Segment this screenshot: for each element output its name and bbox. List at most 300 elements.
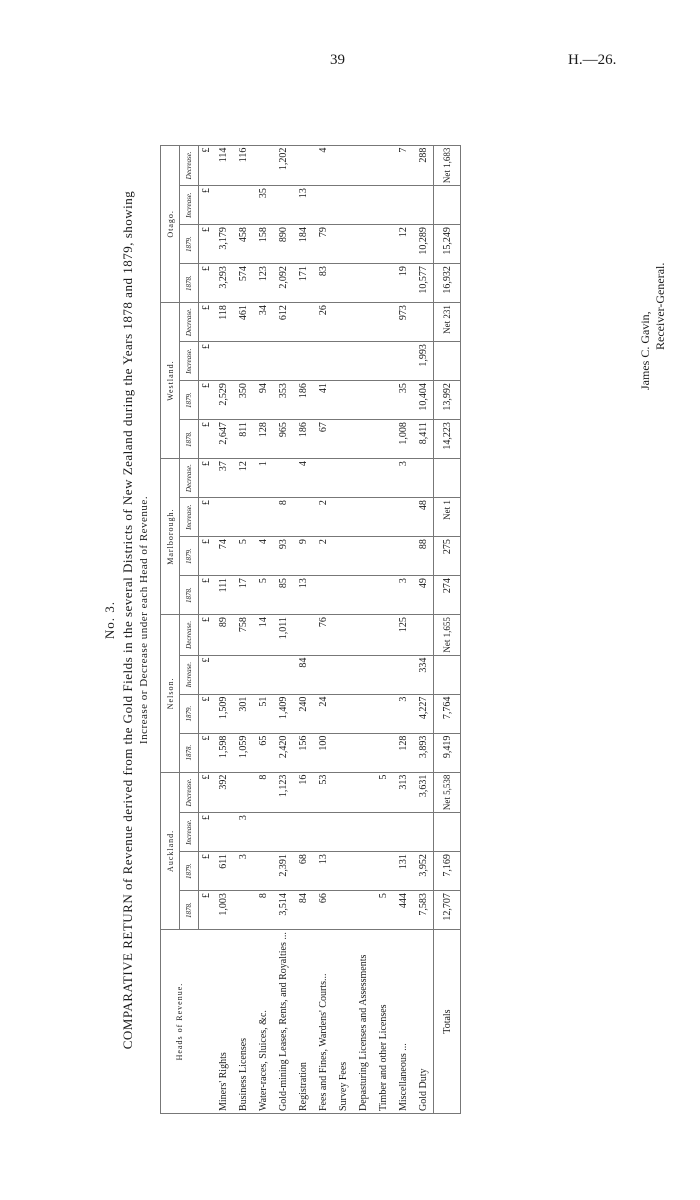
table-cell: 79 [313, 225, 333, 264]
column-header: Decrease. [180, 615, 199, 656]
table-cell: 116 [233, 145, 253, 186]
table-cell: 84 [293, 655, 313, 694]
table-cell [393, 655, 413, 694]
unit-cell: £ [199, 537, 214, 576]
rotated-content [90, 90, 690, 1150]
table-row [253, 145, 273, 1113]
table-cell: 612 [273, 303, 293, 342]
table-cell [333, 694, 353, 733]
table-cell: 186 [293, 381, 313, 420]
table-cell [393, 498, 413, 537]
table-cell: 17 [233, 576, 253, 615]
unit-cell: £ [199, 342, 214, 381]
table-cell: 2,647 [213, 420, 233, 459]
table-cell [313, 576, 333, 615]
table-cell: 2 [313, 498, 333, 537]
row-label: Business Licenses [237, 1037, 249, 1111]
table-cell: 10,577 [413, 264, 434, 303]
unit-cell: £ [199, 225, 214, 264]
table-cell [313, 813, 333, 852]
unit-cell: £ [199, 498, 214, 537]
table-cell [373, 498, 393, 537]
row-label: Water-races, Sluices, &c. [257, 1010, 269, 1111]
table-cell: 5 [253, 576, 273, 615]
table-cell: 12 [393, 225, 413, 264]
totals-cell: 7,169 [434, 852, 461, 891]
table-cell: 156 [293, 733, 313, 772]
column-header: Increase. [180, 813, 199, 852]
totals-cell: 13,992 [434, 381, 461, 420]
table-cell: 965 [273, 420, 293, 459]
totals-cell: 7,764 [434, 694, 461, 733]
totals-cell: 14,223 [434, 420, 461, 459]
table-cell: 114 [213, 145, 233, 186]
table-cell: 3 [393, 459, 413, 498]
table-cell: 67 [313, 420, 333, 459]
unit-cell: £ [199, 891, 214, 930]
table-cell: 89 [213, 615, 233, 656]
totals-label: Totals [434, 930, 461, 1114]
table-cell: 3 [233, 852, 253, 891]
table-cell [373, 225, 393, 264]
table-cell: 3,631 [413, 772, 434, 813]
table-cell [353, 342, 373, 381]
table-cell: 19 [393, 264, 413, 303]
table-cell: 100 [313, 733, 333, 772]
column-header: 1878. [180, 264, 199, 303]
table-cell: 5 [373, 891, 393, 930]
table-row [313, 145, 333, 1113]
totals-cell: Net 5,538 [434, 772, 461, 813]
table-cell [333, 420, 353, 459]
table-cell: 758 [233, 615, 253, 656]
table-cell: 2,391 [273, 852, 293, 891]
table-cell: 74 [213, 537, 233, 576]
unit-cell: £ [199, 264, 214, 303]
table-cell: 34 [253, 303, 273, 342]
table-cell: 1,003 [213, 891, 233, 930]
table-cell [353, 225, 373, 264]
table-cell [333, 733, 353, 772]
table-cell [253, 655, 273, 694]
table-cell: 16 [293, 772, 313, 813]
table-cell: 3,514 [273, 891, 293, 930]
table-row [333, 145, 353, 1113]
unit-cell: £ [199, 694, 214, 733]
table-cell [273, 813, 293, 852]
table-cell [353, 576, 373, 615]
table-cell [353, 498, 373, 537]
unit-cell: £ [199, 186, 214, 225]
table-row [233, 145, 253, 1113]
column-header: Increase. [180, 342, 199, 381]
column-header: 1879. [180, 381, 199, 420]
table-cell: 392 [213, 772, 233, 813]
table-cell: 2 [313, 537, 333, 576]
table-cell: 9 [293, 537, 313, 576]
table-cell: 83 [313, 264, 333, 303]
table-cell: 334 [413, 655, 434, 694]
unit-cell: £ [199, 381, 214, 420]
column-header: 1879. [180, 852, 199, 891]
table-cell: 2,529 [213, 381, 233, 420]
table-cell [373, 733, 393, 772]
table-row [353, 145, 373, 1113]
table-cell [293, 498, 313, 537]
table-cell [353, 891, 373, 930]
district-marlborough: Marlborough. [161, 459, 180, 615]
table-cell [333, 186, 353, 225]
table-cell [353, 186, 373, 225]
totals-cell [434, 186, 461, 225]
table-cell: 458 [233, 225, 253, 264]
table-cell [213, 655, 233, 694]
table-cell [373, 459, 393, 498]
table-cell [293, 342, 313, 381]
table-cell: 350 [233, 381, 253, 420]
table-cell: 2,092 [273, 264, 293, 303]
district-auckland: Auckland. [161, 772, 180, 930]
unit-cell: £ [199, 459, 214, 498]
totals-cell: 16,932 [434, 264, 461, 303]
table-cell: 26 [313, 303, 333, 342]
totals-cell [434, 459, 461, 498]
table-cell [393, 342, 413, 381]
table-cell: 461 [233, 303, 253, 342]
table-cell: 14 [253, 615, 273, 656]
column-header: Decrease. [180, 145, 199, 186]
table-cell [353, 264, 373, 303]
totals-cell: Net 231 [434, 303, 461, 342]
table-cell [233, 655, 253, 694]
table-cell: 10,289 [413, 225, 434, 264]
table-cell [213, 186, 233, 225]
table-cell: 123 [253, 264, 273, 303]
table-cell: 4 [293, 459, 313, 498]
table-cell: 84 [293, 891, 313, 930]
table-cell [353, 655, 373, 694]
table-cell [233, 891, 253, 930]
table-row [413, 145, 434, 1113]
table-row [293, 145, 313, 1113]
table-cell [413, 303, 434, 342]
table-row [273, 145, 293, 1113]
unit-cell: £ [199, 852, 214, 891]
table-cell: 24 [313, 694, 333, 733]
table-cell [293, 303, 313, 342]
table-cell [233, 186, 253, 225]
column-header: Increase. [180, 655, 199, 694]
table-cell: 41 [313, 381, 333, 420]
district-westland: Westland. [161, 303, 180, 459]
table-cell: 1,202 [273, 145, 293, 186]
table-cell: 1,598 [213, 733, 233, 772]
table-cell: 4 [253, 537, 273, 576]
table-cell: 171 [293, 264, 313, 303]
table-cell: 131 [393, 852, 413, 891]
heads-header: Heads of Revenue. [161, 930, 199, 1114]
table-cell [353, 303, 373, 342]
table-cell [333, 145, 353, 186]
table-row [373, 145, 393, 1113]
totals-cell: 15,249 [434, 225, 461, 264]
table-cell: 3,293 [213, 264, 233, 303]
unit-cell: £ [199, 145, 214, 186]
totals-cell: Net 1,655 [434, 615, 461, 656]
unit-row [199, 145, 214, 1113]
table-cell: 7 [393, 145, 413, 186]
table-cell [313, 186, 333, 225]
table-cell [333, 342, 353, 381]
table-cell: 128 [253, 420, 273, 459]
table-cell: 1 [253, 459, 273, 498]
table-cell: 8 [273, 498, 293, 537]
column-header: 1878. [180, 733, 199, 772]
table-cell: 8 [253, 891, 273, 930]
table-cell [273, 186, 293, 225]
table-cell [333, 225, 353, 264]
table-cell: 111 [213, 576, 233, 615]
table-cell [333, 498, 353, 537]
district-otago: Otago. [161, 145, 180, 303]
table-cell [253, 145, 273, 186]
table-cell [353, 813, 373, 852]
table-cell: 1,409 [273, 694, 293, 733]
table-cell: 240 [293, 694, 313, 733]
table-row [393, 145, 413, 1113]
row-label: Depasturing Licenses and Assessments [357, 954, 369, 1111]
table-cell [373, 852, 393, 891]
table-cell: 37 [213, 459, 233, 498]
table-cell: 66 [313, 891, 333, 930]
table-cell: 574 [233, 264, 253, 303]
table-cell [353, 420, 373, 459]
rotated-page [90, 90, 690, 1150]
document-number: No. 3. [102, 600, 117, 640]
table-cell [213, 813, 233, 852]
table-cell: 128 [393, 733, 413, 772]
row-label: Gold Duty [417, 1068, 429, 1111]
totals-cell [434, 342, 461, 381]
table-cell [373, 303, 393, 342]
table-cell [353, 694, 373, 733]
totals-cell [434, 813, 461, 852]
column-header: Decrease. [180, 772, 199, 813]
totals-cell: 274 [434, 576, 461, 615]
table-cell [373, 145, 393, 186]
table-cell: 53 [313, 772, 333, 813]
series-code: H.—26. [568, 52, 617, 68]
table-cell: 973 [393, 303, 413, 342]
column-header: Increase. [180, 498, 199, 537]
table-cell: 890 [273, 225, 293, 264]
district-nelson: Nelson. [161, 615, 180, 773]
table-cell: 1,993 [413, 342, 434, 381]
table-cell [253, 813, 273, 852]
table-cell [273, 342, 293, 381]
table-cell [353, 615, 373, 656]
table-cell [353, 772, 373, 813]
table-cell: 1,059 [233, 733, 253, 772]
table-cell [353, 145, 373, 186]
table-cell [393, 186, 413, 225]
table-cell: 301 [233, 694, 253, 733]
table-cell [333, 459, 353, 498]
table-cell: 13 [313, 852, 333, 891]
table-cell [293, 145, 313, 186]
table-cell [313, 459, 333, 498]
table-cell [373, 694, 393, 733]
table-cell [333, 303, 353, 342]
table-cell: 76 [313, 615, 333, 656]
table-cell [213, 498, 233, 537]
table-cell [373, 615, 393, 656]
table-cell: 125 [393, 615, 413, 656]
table-cell: 5 [373, 772, 393, 813]
table-cell [233, 342, 253, 381]
column-header: 1879. [180, 537, 199, 576]
table-cell [333, 852, 353, 891]
revenue-table [160, 145, 461, 1114]
table-cell: 13 [293, 186, 313, 225]
table-cell: 2,420 [273, 733, 293, 772]
table-cell: 186 [293, 420, 313, 459]
table-cell [273, 459, 293, 498]
totals-cell: 275 [434, 537, 461, 576]
table-cell [373, 655, 393, 694]
unit-cell: £ [199, 772, 214, 813]
table-cell: 1,123 [273, 772, 293, 813]
row-label: Gold-mining Leases, Rents, and Royalties ... [277, 932, 289, 1111]
table-cell: 5 [233, 537, 253, 576]
table-cell [373, 342, 393, 381]
table-cell [373, 264, 393, 303]
table-cell [333, 655, 353, 694]
unit-cell: £ [199, 813, 214, 852]
table-cell [333, 891, 353, 930]
table-cell: 1,011 [273, 615, 293, 656]
signature-name: James C. Gavin, [638, 311, 652, 390]
table-cell: 3,179 [213, 225, 233, 264]
table-cell [413, 459, 434, 498]
table-cell [353, 537, 373, 576]
table-cell [353, 459, 373, 498]
table-cell: 288 [413, 145, 434, 186]
table-cell: 8,411 [413, 420, 434, 459]
table-cell [373, 537, 393, 576]
table-cell [413, 615, 434, 656]
signature [638, 263, 668, 390]
table-cell [293, 813, 313, 852]
totals-row [434, 145, 461, 1113]
table-cell: 88 [413, 537, 434, 576]
row-label: Survey Fees [337, 1061, 349, 1111]
row-label: Timber and other Licenses [377, 1004, 389, 1111]
table-cell [233, 772, 253, 813]
table-cell [353, 852, 373, 891]
column-header: 1878. [180, 576, 199, 615]
table-cell [333, 264, 353, 303]
unit-cell: £ [199, 420, 214, 459]
column-header: 1879. [180, 694, 199, 733]
table-cell [373, 420, 393, 459]
totals-cell: 9,419 [434, 733, 461, 772]
table-cell: 313 [393, 772, 413, 813]
table-cell [393, 537, 413, 576]
table-cell [373, 813, 393, 852]
table-cell [413, 813, 434, 852]
column-header: 1878. [180, 891, 199, 930]
column-header: Decrease. [180, 459, 199, 498]
table-cell [253, 498, 273, 537]
table-cell: 94 [253, 381, 273, 420]
table-cell [413, 186, 434, 225]
table-cell: 611 [213, 852, 233, 891]
signature-role: Receiver-General. [653, 262, 667, 350]
table-cell: 12 [233, 459, 253, 498]
table-cell: 118 [213, 303, 233, 342]
table-cell: 65 [253, 733, 273, 772]
table-cell: 1,008 [393, 420, 413, 459]
district-header-row [161, 145, 180, 1113]
table-cell [273, 655, 293, 694]
column-header: 1878. [180, 420, 199, 459]
totals-cell: Net 1 [434, 498, 461, 537]
table-cell [353, 381, 373, 420]
table-cell: 3 [233, 813, 253, 852]
table-body [199, 145, 461, 1113]
table-cell: 811 [233, 420, 253, 459]
table-cell [313, 655, 333, 694]
table-cell: 7,583 [413, 891, 434, 930]
table-cell [293, 615, 313, 656]
row-label: Miscellaneous ... [397, 1043, 409, 1111]
table-cell [333, 381, 353, 420]
table-cell: 93 [273, 537, 293, 576]
row-label: Registration [297, 1062, 309, 1111]
row-label: Fees and Fines, Wardens' Courts... [317, 973, 329, 1111]
page-number: 39 [330, 52, 345, 68]
table-cell: 85 [273, 576, 293, 615]
unit-cell: £ [199, 303, 214, 342]
table-cell: 4,227 [413, 694, 434, 733]
table-cell [373, 381, 393, 420]
table-cell [333, 772, 353, 813]
table-cell [333, 576, 353, 615]
table-cell: 48 [413, 498, 434, 537]
table-cell [333, 813, 353, 852]
table-cell: 3,952 [413, 852, 434, 891]
document-title: COMPARATIVE RETURN of Revenue derived from the Gold Fields in the several Districts of New Zealand during the Years 1878 and 1879, showing [120, 190, 135, 1050]
unit-label [199, 930, 214, 1114]
table-cell [213, 342, 233, 381]
table-row [213, 145, 233, 1113]
unit-cell: £ [199, 576, 214, 615]
totals-cell [434, 655, 461, 694]
table-cell [313, 342, 333, 381]
unit-cell: £ [199, 655, 214, 694]
table-cell [333, 615, 353, 656]
table-cell: 444 [393, 891, 413, 930]
table-cell: 13 [293, 576, 313, 615]
table-cell: 35 [393, 381, 413, 420]
table-cell [233, 498, 253, 537]
table-cell [333, 537, 353, 576]
column-header: 1879. [180, 225, 199, 264]
table-cell: 10,404 [413, 381, 434, 420]
document-subtitle: Increase or Decrease under each Head of Revenue. [138, 495, 150, 745]
table-cell [393, 813, 413, 852]
